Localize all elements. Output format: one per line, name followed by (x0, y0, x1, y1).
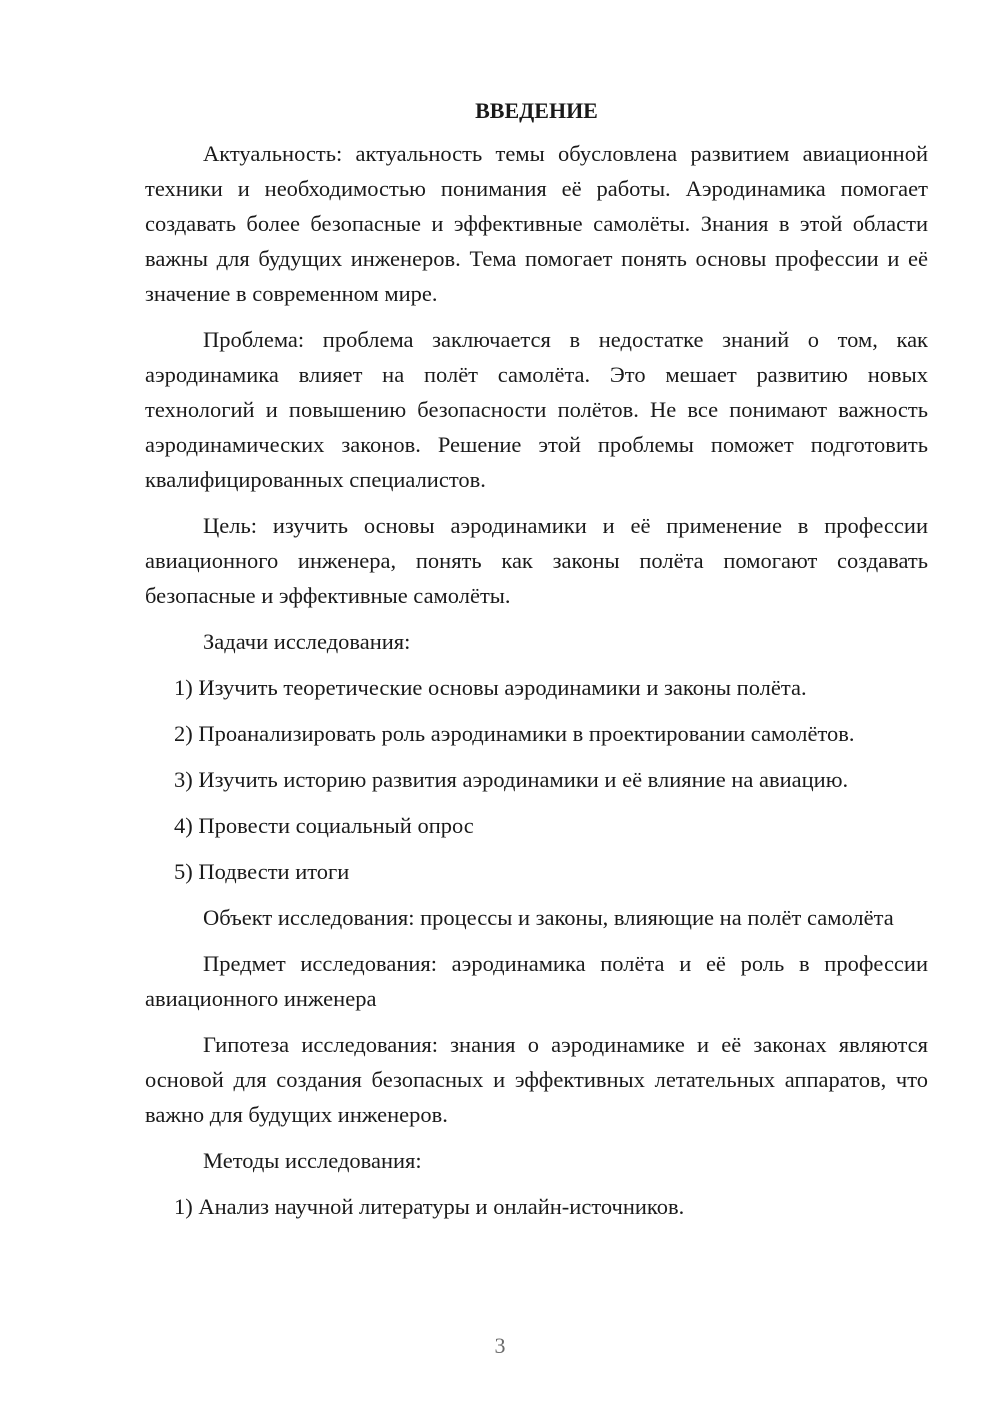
task-item-5: 5) Подвести итоги (174, 859, 350, 884)
task-item-3: 3) Изучить историю развития аэродинамики и её влияние на авиацию. (174, 767, 849, 792)
paragraph-problem: Проблема: проблема заключается в недостатке знаний о том, как аэродинамика влияет на полёт самолёта. Это мешает развитию новых технологий и повышению безопасности полётов. Не все понимают важность аэродинамических законов. Решение этой проблемы поможет подготовить квалифицированных специалистов. (145, 327, 928, 492)
task-item-1: 1) Изучить теоретические основы аэродинамики и законы полёта. (174, 675, 807, 700)
methods-heading: Методы исследования: (203, 1148, 422, 1173)
page-number: 3 (494, 1333, 506, 1358)
method-item-1: 1) Анализ научной литературы и онлайн-источников. (174, 1194, 685, 1219)
paragraph-object: Объект исследования: процессы и законы, влияющие на полёт самолёта (203, 905, 894, 930)
task-item-2: 2) Проанализировать роль аэродинамики в проектировании самолётов. (174, 721, 855, 746)
paragraph-relevance: Актуальность: актуальность темы обусловлена развитием авиационной техники и необходимостью понимания её работы. Аэродинамика помогает создавать более безопасные и эффективные самолёты. Знания в этой области важны для будущих инженеров. Тема помогает понять основы профессии и её значение в современном мире. (145, 141, 928, 306)
paragraph-goal: Цель: изучить основы аэродинамики и её применение в профессии авиационного инженера, понять как законы полёта помогают создавать безопасные и эффективные самолёты. (145, 513, 928, 608)
tasks-heading: Задачи исследования: (203, 629, 411, 654)
paragraph-subject: Предмет исследования: аэродинамика полёта и её роль в профессии авиационного инженера (145, 951, 928, 1011)
paragraph-hypothesis: Гипотеза исследования: знания о аэродинамике и её законах являются основой для создания безопасных и эффективных летательных аппаратов, что важно для будущих инженеров. (145, 1032, 928, 1127)
document-page (145, 96, 928, 1235)
section-title: ВВЕДЕНИЕ (475, 98, 598, 123)
task-item-4: 4) Провести социальный опрос (174, 813, 474, 838)
